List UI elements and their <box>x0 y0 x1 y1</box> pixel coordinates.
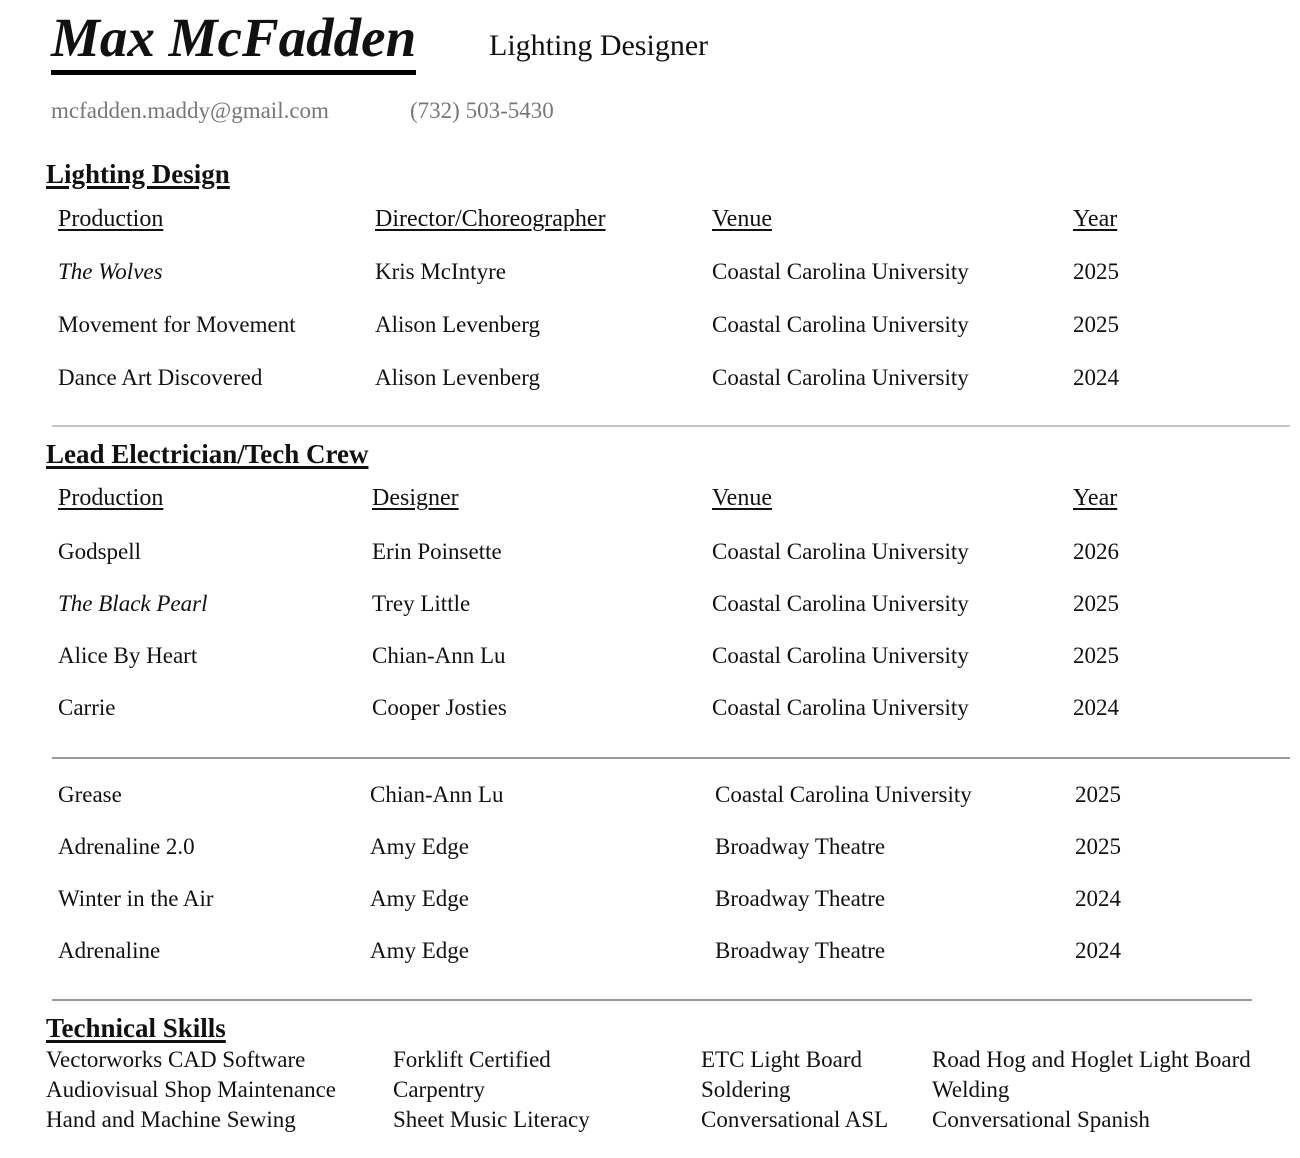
skill-item: Road Hog and Hoglet Light Board <box>932 1047 1251 1072</box>
email-link[interactable]: mcfadden.maddy@gmail.com <box>51 98 329 123</box>
skill-item: Carpentry <box>393 1077 485 1102</box>
venue-cell: Broadway Theatre <box>715 938 886 963</box>
venue-cell: Coastal Carolina University <box>712 539 969 564</box>
skill-item: Soldering <box>701 1077 791 1102</box>
venue-cell: Broadway Theatre <box>715 886 886 911</box>
resume-name: Max McFadden <box>51 6 416 75</box>
resume-role: Lighting Designer <box>489 29 709 62</box>
year-cell: 2025 <box>1075 834 1121 859</box>
column-header-venue: Venue <box>712 206 772 232</box>
year-cell: 2025 <box>1073 591 1119 616</box>
column-header-year: Year <box>1073 485 1118 511</box>
skill-item: Welding <box>932 1077 1010 1102</box>
column-header-director: Director/Choreographer <box>375 206 606 232</box>
production-cell: Godspell <box>58 539 142 564</box>
year-cell: 2025 <box>1075 782 1121 807</box>
person-cell: Amy Edge <box>370 834 470 859</box>
production-cell: Carrie <box>58 695 116 720</box>
person-cell: Erin Poinsette <box>372 539 502 564</box>
year-cell: 2024 <box>1073 695 1119 720</box>
year-cell: 2024 <box>1073 365 1119 390</box>
production-cell: Adrenaline 2.0 <box>58 834 195 859</box>
column-header-production: Production <box>58 206 164 232</box>
production-cell: The Black Pearl <box>58 591 208 616</box>
skill-item: Vectorworks CAD Software <box>46 1047 306 1072</box>
skill-item: Hand and Machine Sewing <box>46 1107 296 1132</box>
production-cell: The Wolves <box>58 259 163 284</box>
production-cell: Movement for Movement <box>58 312 296 337</box>
person-cell: Chian-Ann Lu <box>372 643 506 668</box>
venue-cell: Coastal Carolina University <box>712 591 969 616</box>
year-cell: 2024 <box>1075 938 1121 963</box>
venue-cell: Coastal Carolina University <box>712 643 969 668</box>
skill-item: Sheet Music Literacy <box>393 1107 590 1132</box>
venue-cell: Coastal Carolina University <box>712 259 969 284</box>
year-cell: 2025 <box>1073 312 1119 337</box>
section-divider <box>52 999 1252 1001</box>
venue-cell: Broadway Theatre <box>715 834 886 859</box>
person-cell: Amy Edge <box>370 938 470 963</box>
venue-cell: Coastal Carolina University <box>712 312 969 337</box>
production-cell: Winter in the Air <box>58 886 214 911</box>
skill-item: ETC Light Board <box>701 1047 862 1072</box>
production-cell: Grease <box>58 782 122 807</box>
year-cell: 2025 <box>1073 259 1119 284</box>
section-title-lighting-design: Lighting Design <box>46 159 230 189</box>
year-cell: 2025 <box>1073 643 1119 668</box>
year-cell: 2026 <box>1073 539 1119 564</box>
skill-item: Audiovisual Shop Maintenance <box>46 1077 337 1102</box>
person-cell: Kris McIntyre <box>375 259 506 284</box>
person-cell: Alison Levenberg <box>375 365 541 390</box>
section-title-lead-electrician: Lead Electrician/Tech Crew <box>46 439 369 469</box>
venue-cell: Coastal Carolina University <box>715 782 972 807</box>
person-cell: Chian-Ann Lu <box>370 782 504 807</box>
production-cell: Adrenaline <box>58 938 161 963</box>
person-cell: Trey Little <box>372 591 471 616</box>
person-cell: Alison Levenberg <box>375 312 541 337</box>
column-header-venue: Venue <box>712 485 772 511</box>
column-header-production: Production <box>58 485 164 511</box>
production-cell: Dance Art Discovered <box>58 365 263 390</box>
year-cell: 2024 <box>1075 886 1121 911</box>
production-cell: Alice By Heart <box>58 643 198 668</box>
person-cell: Amy Edge <box>370 886 470 911</box>
column-header-year: Year <box>1073 206 1118 232</box>
section-divider <box>52 425 1290 427</box>
person-cell: Cooper Josties <box>372 695 507 720</box>
phone-number: (732) 503-5430 <box>410 98 554 123</box>
venue-cell: Coastal Carolina University <box>712 695 969 720</box>
skill-item: Conversational Spanish <box>932 1107 1150 1132</box>
skill-item: Forklift Certified <box>393 1047 551 1072</box>
venue-cell: Coastal Carolina University <box>712 365 969 390</box>
section-divider <box>52 757 1290 759</box>
skill-item: Conversational ASL <box>701 1107 889 1132</box>
column-header-designer: Designer <box>372 485 459 511</box>
section-title-technical-skills: Technical Skills <box>46 1013 226 1043</box>
